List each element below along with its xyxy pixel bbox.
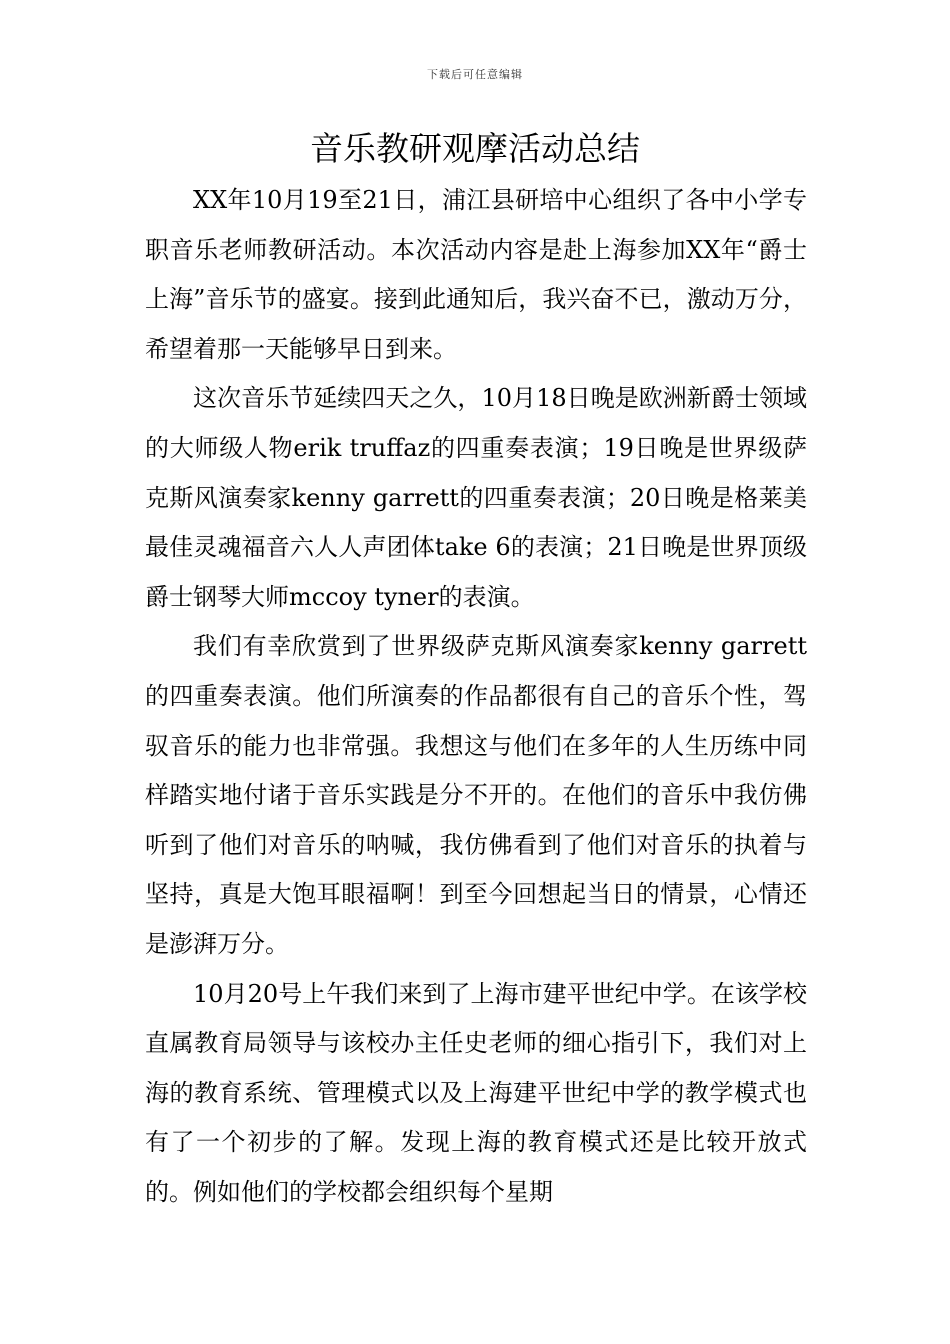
paragraph-2: 这次音乐节延续四天之久，10月18日晚是欧洲新爵士领域的大师级人物erik truffaz的四重奏表演；19日晚是世界级萨克斯风演奏家kenny garrett的四重奏表演；20日晚是格莱美最佳灵魂福音六人人声团体take 6的表演；21日晚是世界顶级爵士钢琴大师mccoy tyner的表演。 (145, 384, 807, 611)
paragraph-1: XX年10月19至21日，浦江县研培中心组织了各中小学专职音乐老师教研活动。本次活动内容是赴上海参加XX年“爵士上海”音乐节的盛宴。接到此通知后，我兴奋不已，激动万分，希望着那一天能够早日到来。 (145, 186, 807, 363)
paragraph-3: 我们有幸欣赏到了世界级萨克斯风演奏家kenny garrett的四重奏表演。他们所演奏的作品都很有自己的音乐个性，驾驭音乐的能力也非常强。我想这与他们在多年的人生历练中同样踏实地付诸于音乐实践是分不开的。在他们的音乐中我仿佛听到了他们对音乐的呐喊，我仿佛看到了他们对音乐的执着与坚持，真是大饱耳眼福啊！到至今回想起当日的情景，心情还是澎湃万分。 (145, 632, 807, 958)
document-title: 音乐教研观摩活动总结 (310, 129, 640, 168)
document-body (145, 176, 807, 1217)
header-note: 下载后可任意编辑 (427, 68, 523, 81)
paragraph-4: 10月20号上午我们来到了上海市建平世纪中学。在该学校直属教育局领导与该校办主任史老师的细心指引下，我们对上海的教育系统、管理模式以及上海建平世纪中学的教学模式也有了一个初步的了解。发现上海的教育模式还是比较开放式的。例如他们的学校都会组织每个星期 (145, 979, 807, 1206)
